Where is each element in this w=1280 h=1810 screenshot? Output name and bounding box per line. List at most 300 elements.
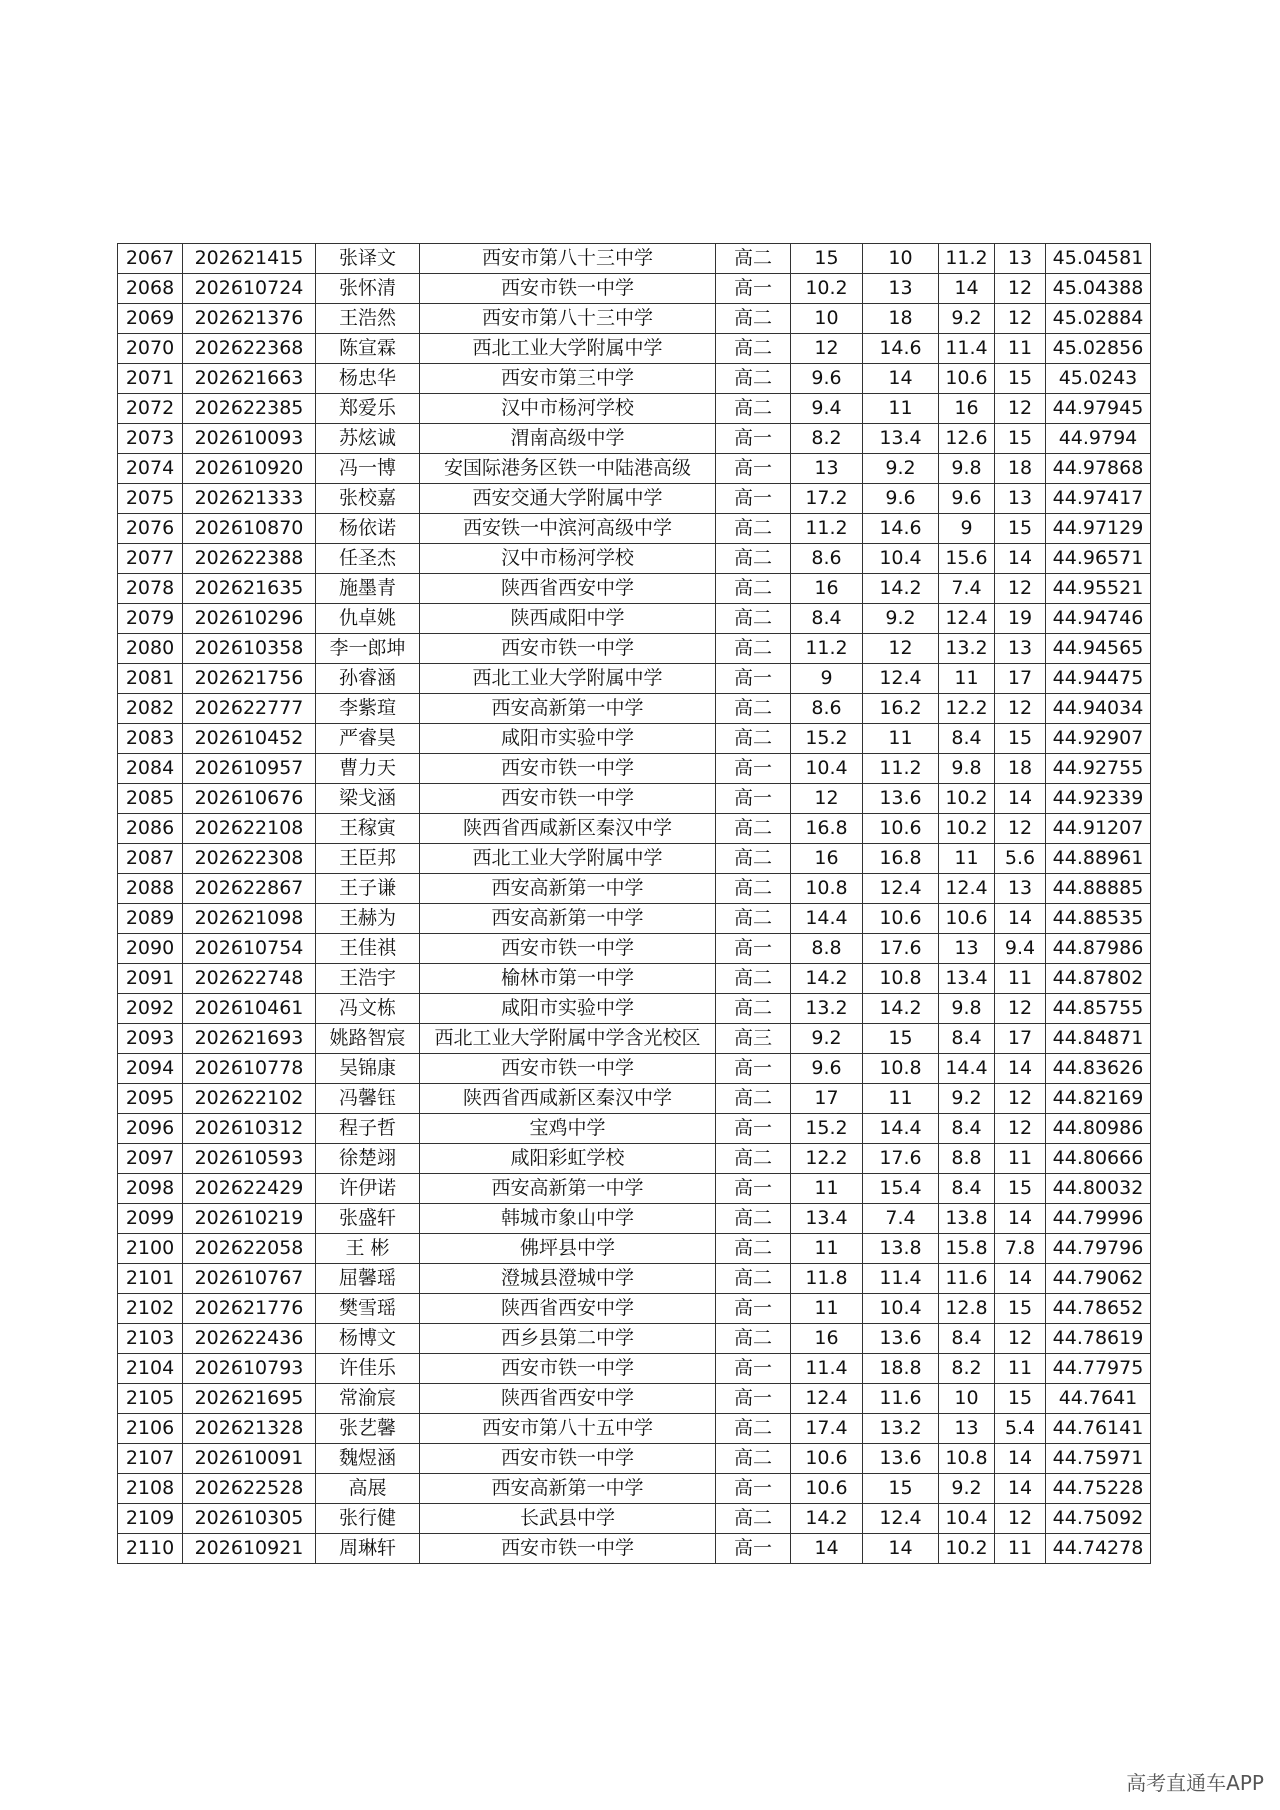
score4-cell: 12 <box>995 1114 1046 1144</box>
score4-cell: 12 <box>995 574 1046 604</box>
score1-cell: 15.2 <box>791 724 863 754</box>
score4-cell: 17 <box>995 1024 1046 1054</box>
id-cell: 202610296 <box>183 604 316 634</box>
total-cell: 44.9794 <box>1046 424 1151 454</box>
grade-cell: 高二 <box>716 1444 791 1474</box>
score2-cell: 14 <box>863 364 939 394</box>
total-cell: 44.79796 <box>1046 1234 1151 1264</box>
id-cell: 202622777 <box>183 694 316 724</box>
name-cell: 张译文 <box>316 244 420 274</box>
total-cell: 44.97945 <box>1046 394 1151 424</box>
total-cell: 44.87802 <box>1046 964 1151 994</box>
score4-cell: 14 <box>995 1264 1046 1294</box>
table-row <box>118 634 1151 664</box>
score4-cell: 18 <box>995 454 1046 484</box>
school-cell: 陕西省西咸新区秦汉中学 <box>420 1084 716 1114</box>
score4-cell: 11 <box>995 1144 1046 1174</box>
score2-cell: 18.8 <box>863 1354 939 1384</box>
score1-cell: 13.2 <box>791 994 863 1024</box>
total-cell: 44.92907 <box>1046 724 1151 754</box>
score3-cell: 8.4 <box>939 724 995 754</box>
score1-cell: 8.8 <box>791 934 863 964</box>
score2-cell: 14.2 <box>863 994 939 1024</box>
rank-cell: 2079 <box>118 604 183 634</box>
school-cell: 西北工业大学附属中学 <box>420 664 716 694</box>
name-cell: 王子谦 <box>316 874 420 904</box>
name-cell: 曹力天 <box>316 754 420 784</box>
score3-cell: 8.4 <box>939 1114 995 1144</box>
total-cell: 44.79996 <box>1046 1204 1151 1234</box>
table-row <box>118 1264 1151 1294</box>
table-row <box>118 874 1151 904</box>
school-cell: 渭南高级中学 <box>420 424 716 454</box>
school-cell: 西安铁一中滨河高级中学 <box>420 514 716 544</box>
total-cell: 44.92755 <box>1046 754 1151 784</box>
school-cell: 陕西咸阳中学 <box>420 604 716 634</box>
rank-cell: 2107 <box>118 1444 183 1474</box>
score3-cell: 13.8 <box>939 1204 995 1234</box>
score2-cell: 10 <box>863 244 939 274</box>
school-cell: 西安市铁一中学 <box>420 1444 716 1474</box>
score2-cell: 14.2 <box>863 574 939 604</box>
table-row <box>118 304 1151 334</box>
rank-cell: 2093 <box>118 1024 183 1054</box>
rank-cell: 2102 <box>118 1294 183 1324</box>
score2-cell: 14 <box>863 1534 939 1564</box>
table-row <box>118 1534 1151 1564</box>
table-row <box>118 1174 1151 1204</box>
total-cell: 44.75228 <box>1046 1474 1151 1504</box>
id-cell: 202610778 <box>183 1054 316 1084</box>
score3-cell: 9.2 <box>939 304 995 334</box>
table-row <box>118 1324 1151 1354</box>
grade-cell: 高二 <box>716 994 791 1024</box>
grade-cell: 高二 <box>716 844 791 874</box>
table-row <box>118 604 1151 634</box>
score1-cell: 16 <box>791 574 863 604</box>
score2-cell: 7.4 <box>863 1204 939 1234</box>
school-cell: 西安市铁一中学 <box>420 934 716 964</box>
score3-cell: 10.2 <box>939 814 995 844</box>
id-cell: 202610452 <box>183 724 316 754</box>
total-cell: 45.02856 <box>1046 334 1151 364</box>
score4-cell: 13 <box>995 244 1046 274</box>
score3-cell: 8.4 <box>939 1174 995 1204</box>
table-row <box>118 994 1151 1024</box>
name-cell: 常渝宸 <box>316 1384 420 1414</box>
score1-cell: 11.2 <box>791 514 863 544</box>
grade-cell: 高二 <box>716 364 791 394</box>
score1-cell: 11 <box>791 1294 863 1324</box>
score3-cell: 7.4 <box>939 574 995 604</box>
score1-cell: 14 <box>791 1534 863 1564</box>
score2-cell: 11 <box>863 724 939 754</box>
id-cell: 202621635 <box>183 574 316 604</box>
name-cell: 陈宣霖 <box>316 334 420 364</box>
score3-cell: 12.4 <box>939 604 995 634</box>
rank-cell: 2070 <box>118 334 183 364</box>
table-row <box>118 1384 1151 1414</box>
total-cell: 44.94034 <box>1046 694 1151 724</box>
rank-cell: 2086 <box>118 814 183 844</box>
score4-cell: 5.4 <box>995 1414 1046 1444</box>
table-row <box>118 484 1151 514</box>
name-cell: 许佳乐 <box>316 1354 420 1384</box>
score3-cell: 10 <box>939 1384 995 1414</box>
score2-cell: 11.2 <box>863 754 939 784</box>
grade-cell: 高三 <box>716 1024 791 1054</box>
table-row <box>118 574 1151 604</box>
watermark-text: 高考直通车APP <box>1126 1771 1264 1795</box>
score3-cell: 12.2 <box>939 694 995 724</box>
total-cell: 44.78619 <box>1046 1324 1151 1354</box>
table-body <box>118 244 1151 1564</box>
id-cell: 202610305 <box>183 1504 316 1534</box>
school-cell: 西安市第三中学 <box>420 364 716 394</box>
score3-cell: 10.8 <box>939 1444 995 1474</box>
name-cell: 王佳祺 <box>316 934 420 964</box>
school-cell: 陕西省西咸新区秦汉中学 <box>420 814 716 844</box>
name-cell: 张行健 <box>316 1504 420 1534</box>
total-cell: 44.80986 <box>1046 1114 1151 1144</box>
grade-cell: 高二 <box>716 1324 791 1354</box>
table-row <box>118 1144 1151 1174</box>
table-row <box>118 1414 1151 1444</box>
id-cell: 202621333 <box>183 484 316 514</box>
score2-cell: 18 <box>863 304 939 334</box>
table-row <box>118 514 1151 544</box>
school-cell: 西安市铁一中学 <box>420 1534 716 1564</box>
name-cell: 王臣邦 <box>316 844 420 874</box>
score4-cell: 11 <box>995 1354 1046 1384</box>
score1-cell: 9.4 <box>791 394 863 424</box>
rank-cell: 2098 <box>118 1174 183 1204</box>
score4-cell: 11 <box>995 334 1046 364</box>
total-cell: 45.0243 <box>1046 364 1151 394</box>
school-cell: 宝鸡中学 <box>420 1114 716 1144</box>
table-row <box>118 424 1151 454</box>
name-cell: 仇卓姚 <box>316 604 420 634</box>
score2-cell: 12.4 <box>863 874 939 904</box>
id-cell: 202610754 <box>183 934 316 964</box>
name-cell: 周琳轩 <box>316 1534 420 1564</box>
score1-cell: 14.4 <box>791 904 863 934</box>
score4-cell: 12 <box>995 1084 1046 1114</box>
school-cell: 西安高新第一中学 <box>420 904 716 934</box>
rank-cell: 2078 <box>118 574 183 604</box>
score1-cell: 11 <box>791 1234 863 1264</box>
score1-cell: 11.4 <box>791 1354 863 1384</box>
score4-cell: 15 <box>995 424 1046 454</box>
score4-cell: 11 <box>995 964 1046 994</box>
score2-cell: 12.4 <box>863 664 939 694</box>
score2-cell: 13.4 <box>863 424 939 454</box>
rank-cell: 2105 <box>118 1384 183 1414</box>
school-cell: 陕西省西安中学 <box>420 1384 716 1414</box>
name-cell: 王浩宇 <box>316 964 420 994</box>
score3-cell: 8.4 <box>939 1324 995 1354</box>
score3-cell: 13.4 <box>939 964 995 994</box>
score3-cell: 13 <box>939 934 995 964</box>
table-row <box>118 694 1151 724</box>
id-cell: 202610676 <box>183 784 316 814</box>
total-cell: 44.97868 <box>1046 454 1151 484</box>
name-cell: 王赫为 <box>316 904 420 934</box>
id-cell: 202610957 <box>183 754 316 784</box>
name-cell: 李紫瑄 <box>316 694 420 724</box>
table-row <box>118 1204 1151 1234</box>
rank-cell: 2082 <box>118 694 183 724</box>
school-cell: 安国际港务区铁一中陆港高级 <box>420 454 716 484</box>
table-row <box>118 1234 1151 1264</box>
school-cell: 咸阳彩虹学校 <box>420 1144 716 1174</box>
name-cell: 程子哲 <box>316 1114 420 1144</box>
score2-cell: 14.4 <box>863 1114 939 1144</box>
grade-cell: 高二 <box>716 874 791 904</box>
id-cell: 202621328 <box>183 1414 316 1444</box>
score2-cell: 15 <box>863 1024 939 1054</box>
score3-cell: 10.2 <box>939 784 995 814</box>
id-cell: 202622867 <box>183 874 316 904</box>
rank-cell: 2067 <box>118 244 183 274</box>
name-cell: 徐楚翊 <box>316 1144 420 1174</box>
id-cell: 202622429 <box>183 1174 316 1204</box>
rank-cell: 2076 <box>118 514 183 544</box>
id-cell: 202621695 <box>183 1384 316 1414</box>
id-cell: 202622385 <box>183 394 316 424</box>
table-row <box>118 394 1151 424</box>
name-cell: 屈馨瑶 <box>316 1264 420 1294</box>
table-row <box>118 754 1151 784</box>
score1-cell: 10 <box>791 304 863 334</box>
score3-cell: 10.4 <box>939 1504 995 1534</box>
name-cell: 孙睿涵 <box>316 664 420 694</box>
school-cell: 陕西省西安中学 <box>420 1294 716 1324</box>
total-cell: 44.85755 <box>1046 994 1151 1024</box>
grade-cell: 高一 <box>716 1534 791 1564</box>
id-cell: 202621776 <box>183 1294 316 1324</box>
total-cell: 44.80666 <box>1046 1144 1151 1174</box>
score2-cell: 11 <box>863 1084 939 1114</box>
score3-cell: 12.4 <box>939 874 995 904</box>
school-cell: 澄城县澄城中学 <box>420 1264 716 1294</box>
id-cell: 202621098 <box>183 904 316 934</box>
score3-cell: 9.6 <box>939 484 995 514</box>
id-cell: 202621663 <box>183 364 316 394</box>
score2-cell: 11.4 <box>863 1264 939 1294</box>
score2-cell: 13.6 <box>863 784 939 814</box>
id-cell: 202622108 <box>183 814 316 844</box>
total-cell: 44.97129 <box>1046 514 1151 544</box>
score1-cell: 13.4 <box>791 1204 863 1234</box>
total-cell: 44.94565 <box>1046 634 1151 664</box>
rank-cell: 2106 <box>118 1414 183 1444</box>
score3-cell: 11 <box>939 844 995 874</box>
rank-cell: 2073 <box>118 424 183 454</box>
school-cell: 西安高新第一中学 <box>420 694 716 724</box>
total-cell: 44.91207 <box>1046 814 1151 844</box>
total-cell: 45.04581 <box>1046 244 1151 274</box>
table-row <box>118 1504 1151 1534</box>
score3-cell: 9.8 <box>939 454 995 484</box>
table-row <box>118 1114 1151 1144</box>
school-cell: 西北工业大学附属中学 <box>420 334 716 364</box>
score3-cell: 10.2 <box>939 1534 995 1564</box>
score1-cell: 16.8 <box>791 814 863 844</box>
score3-cell: 13 <box>939 1414 995 1444</box>
grade-cell: 高一 <box>716 1054 791 1084</box>
grade-cell: 高一 <box>716 1294 791 1324</box>
score4-cell: 12 <box>995 814 1046 844</box>
total-cell: 44.88535 <box>1046 904 1151 934</box>
total-cell: 44.94475 <box>1046 664 1151 694</box>
school-cell: 汉中市杨河学校 <box>420 544 716 574</box>
grade-cell: 高二 <box>716 604 791 634</box>
id-cell: 202610091 <box>183 1444 316 1474</box>
score2-cell: 12 <box>863 634 939 664</box>
grade-cell: 高一 <box>716 424 791 454</box>
name-cell: 张怀清 <box>316 274 420 304</box>
school-cell: 西安市第八十三中学 <box>420 244 716 274</box>
score4-cell: 19 <box>995 604 1046 634</box>
school-cell: 榆林市第一中学 <box>420 964 716 994</box>
name-cell: 杨忠华 <box>316 364 420 394</box>
school-cell: 西安交通大学附属中学 <box>420 484 716 514</box>
grade-cell: 高一 <box>716 1354 791 1384</box>
grade-cell: 高二 <box>716 334 791 364</box>
score2-cell: 15.4 <box>863 1174 939 1204</box>
name-cell: 张艺馨 <box>316 1414 420 1444</box>
total-cell: 44.78652 <box>1046 1294 1151 1324</box>
score2-cell: 10.4 <box>863 1294 939 1324</box>
grade-cell: 高二 <box>716 1504 791 1534</box>
grade-cell: 高一 <box>716 1174 791 1204</box>
total-cell: 44.94746 <box>1046 604 1151 634</box>
name-cell: 李一郎坤 <box>316 634 420 664</box>
score1-cell: 10.6 <box>791 1444 863 1474</box>
score3-cell: 15.8 <box>939 1234 995 1264</box>
rank-cell: 2108 <box>118 1474 183 1504</box>
grade-cell: 高二 <box>716 304 791 334</box>
total-cell: 44.84871 <box>1046 1024 1151 1054</box>
id-cell: 202621693 <box>183 1024 316 1054</box>
score2-cell: 12.4 <box>863 1504 939 1534</box>
rank-cell: 2109 <box>118 1504 183 1534</box>
score4-cell: 14 <box>995 544 1046 574</box>
id-cell: 202610219 <box>183 1204 316 1234</box>
school-cell: 西乡县第二中学 <box>420 1324 716 1354</box>
name-cell: 张盛轩 <box>316 1204 420 1234</box>
name-cell: 施墨青 <box>316 574 420 604</box>
id-cell: 202610921 <box>183 1534 316 1564</box>
score4-cell: 11 <box>995 1534 1046 1564</box>
grade-cell: 高一 <box>716 784 791 814</box>
table-row <box>118 1354 1151 1384</box>
score1-cell: 10.2 <box>791 274 863 304</box>
rank-cell: 2071 <box>118 364 183 394</box>
school-cell: 西安市铁一中学 <box>420 1354 716 1384</box>
id-cell: 202622368 <box>183 334 316 364</box>
rank-cell: 2069 <box>118 304 183 334</box>
table-row <box>118 1024 1151 1054</box>
score4-cell: 18 <box>995 754 1046 784</box>
name-cell: 许伊诺 <box>316 1174 420 1204</box>
score1-cell: 14.2 <box>791 1504 863 1534</box>
grade-cell: 高二 <box>716 904 791 934</box>
name-cell: 任圣杰 <box>316 544 420 574</box>
score1-cell: 17 <box>791 1084 863 1114</box>
rank-cell: 2083 <box>118 724 183 754</box>
name-cell: 杨依诺 <box>316 514 420 544</box>
score1-cell: 11 <box>791 1174 863 1204</box>
score3-cell: 9.8 <box>939 994 995 1024</box>
score3-cell: 13.2 <box>939 634 995 664</box>
score1-cell: 15.2 <box>791 1114 863 1144</box>
score4-cell: 5.6 <box>995 844 1046 874</box>
table-row <box>118 1294 1151 1324</box>
score1-cell: 12.2 <box>791 1144 863 1174</box>
score3-cell: 15.6 <box>939 544 995 574</box>
name-cell: 樊雪瑶 <box>316 1294 420 1324</box>
rank-cell: 2072 <box>118 394 183 424</box>
score1-cell: 11.8 <box>791 1264 863 1294</box>
rank-cell: 2095 <box>118 1084 183 1114</box>
score2-cell: 9.2 <box>863 604 939 634</box>
name-cell: 王浩然 <box>316 304 420 334</box>
grade-cell: 高一 <box>716 274 791 304</box>
total-cell: 44.7641 <box>1046 1384 1151 1414</box>
score4-cell: 13 <box>995 874 1046 904</box>
total-cell: 44.74278 <box>1046 1534 1151 1564</box>
score3-cell: 12.6 <box>939 424 995 454</box>
score4-cell: 14 <box>995 1474 1046 1504</box>
id-cell: 202610793 <box>183 1354 316 1384</box>
score1-cell: 12 <box>791 334 863 364</box>
name-cell: 苏炫诚 <box>316 424 420 454</box>
name-cell: 冯一博 <box>316 454 420 484</box>
score4-cell: 14 <box>995 1444 1046 1474</box>
id-cell: 202610312 <box>183 1114 316 1144</box>
rank-cell: 2085 <box>118 784 183 814</box>
id-cell: 202622102 <box>183 1084 316 1114</box>
score2-cell: 17.6 <box>863 1144 939 1174</box>
score2-cell: 13.2 <box>863 1414 939 1444</box>
score2-cell: 11.6 <box>863 1384 939 1414</box>
name-cell: 吴锦康 <box>316 1054 420 1084</box>
id-cell: 202610870 <box>183 514 316 544</box>
rank-cell: 2080 <box>118 634 183 664</box>
total-cell: 44.80032 <box>1046 1174 1151 1204</box>
school-cell: 西安市铁一中学 <box>420 1054 716 1084</box>
grade-cell: 高一 <box>716 934 791 964</box>
score2-cell: 14.6 <box>863 334 939 364</box>
total-cell: 44.95521 <box>1046 574 1151 604</box>
score3-cell: 10.6 <box>939 364 995 394</box>
score4-cell: 12 <box>995 274 1046 304</box>
grade-cell: 高二 <box>716 724 791 754</box>
rank-cell: 2084 <box>118 754 183 784</box>
rank-cell: 2091 <box>118 964 183 994</box>
score3-cell: 11.2 <box>939 244 995 274</box>
score4-cell: 13 <box>995 634 1046 664</box>
id-cell: 202622308 <box>183 844 316 874</box>
score2-cell: 9.2 <box>863 454 939 484</box>
rank-cell: 2099 <box>118 1204 183 1234</box>
total-cell: 44.88961 <box>1046 844 1151 874</box>
grade-cell: 高二 <box>716 1204 791 1234</box>
name-cell: 杨博文 <box>316 1324 420 1354</box>
name-cell: 冯文栋 <box>316 994 420 1024</box>
